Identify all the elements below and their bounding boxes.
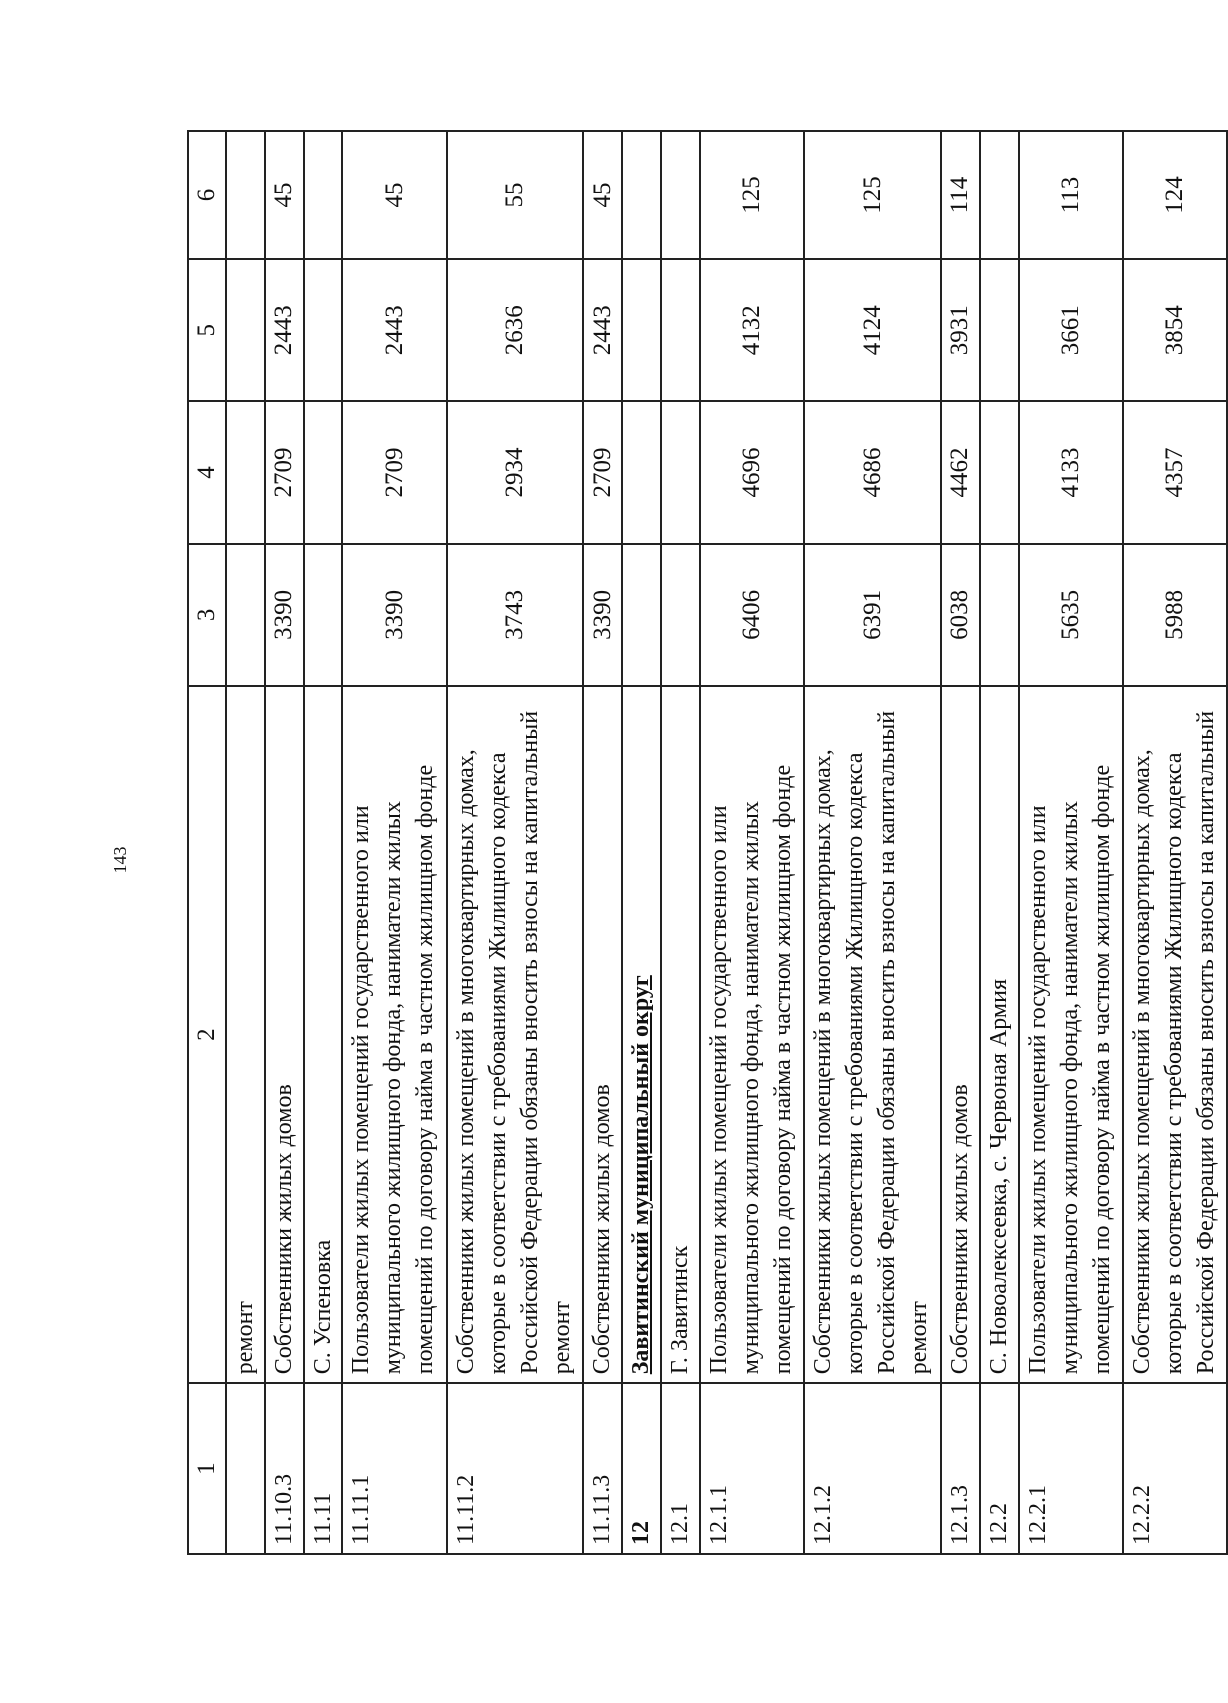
- row-value-col6: [622, 131, 661, 259]
- header-col-6: 6: [188, 131, 226, 259]
- row-value-col6: [304, 131, 343, 259]
- row-code: 11.11.1: [342, 1383, 446, 1554]
- row-value-col5: 2443: [265, 259, 304, 401]
- table-row: [622, 131, 661, 1554]
- table-row: [1123, 131, 1227, 1554]
- row-value-col3: [661, 544, 700, 686]
- row-value-col5: 3931: [941, 259, 980, 401]
- row-code: 11.10.3: [265, 1383, 304, 1554]
- row-value-col4: [304, 401, 343, 543]
- header-col-5: 5: [188, 259, 226, 401]
- table-row: [583, 131, 622, 1554]
- table-row: [265, 131, 304, 1554]
- row-value-col4: [980, 401, 1019, 543]
- row-value-col4: 4357: [1123, 401, 1227, 543]
- row-value-col3: [622, 544, 661, 686]
- row-value-col6: 113: [1019, 131, 1123, 259]
- row-value-col3: 6391: [804, 544, 941, 686]
- row-name: Собственники жилых домов: [941, 686, 980, 1383]
- table-row: [804, 131, 941, 1554]
- row-value-col3: [304, 544, 343, 686]
- row-value-col4: 4696: [700, 401, 804, 543]
- table-row: [661, 131, 700, 1554]
- row-value-col5: 2443: [342, 259, 446, 401]
- row-value-col4: [226, 401, 265, 543]
- row-value-col4: [622, 401, 661, 543]
- row-value-col4: 2709: [342, 401, 446, 543]
- row-value-col5: 3661: [1019, 259, 1123, 401]
- row-value-col5: [226, 259, 265, 401]
- header-col-2: 2: [188, 686, 226, 1383]
- row-name: ремонт: [226, 686, 265, 1383]
- row-value-col5: [622, 259, 661, 401]
- row-value-col3: 5635: [1019, 544, 1123, 686]
- row-name: Собственники жилых домов: [265, 686, 304, 1383]
- table-row: [342, 131, 446, 1554]
- row-code: 12.2.1: [1019, 1383, 1123, 1554]
- row-code: 12.1.3: [941, 1383, 980, 1554]
- header-col-4: 4: [188, 401, 226, 543]
- row-value-col4: 4462: [941, 401, 980, 543]
- row-code: 12.2.2: [1123, 1383, 1227, 1554]
- row-value-col3: 3743: [447, 544, 584, 686]
- header-col-1: 1: [188, 1383, 226, 1554]
- row-code: 12.1.1: [700, 1383, 804, 1554]
- row-value-col4: [661, 401, 700, 543]
- table-row: [980, 131, 1019, 1554]
- row-value-col6: 45: [265, 131, 304, 259]
- table-body: [226, 131, 1227, 1554]
- row-code: 12.1.2: [804, 1383, 941, 1554]
- row-name: Завитинский муниципальный округ: [622, 686, 661, 1383]
- row-value-col6: [980, 131, 1019, 259]
- row-name: Собственники жилых помещений в многоквартирных домах, которые в соответствии с требованиями Жилищного кодекса Российской Федерации обязаны вносить взносы на капитальный: [1123, 686, 1227, 1383]
- header-col-3: 3: [188, 544, 226, 686]
- row-value-col4: 2934: [447, 401, 584, 543]
- page-number: 143: [110, 846, 130, 874]
- row-code: 12: [622, 1383, 661, 1554]
- row-value-col5: 4132: [700, 259, 804, 401]
- row-code: 12.1: [661, 1383, 700, 1554]
- row-value-col6: 114: [941, 131, 980, 259]
- row-value-col6: 45: [342, 131, 446, 259]
- row-value-col3: 5988: [1123, 544, 1227, 686]
- row-code: [226, 1383, 265, 1554]
- row-value-col3: 6038: [941, 544, 980, 686]
- row-value-col5: 2636: [447, 259, 584, 401]
- table-row: [1019, 131, 1123, 1554]
- table-row: [304, 131, 343, 1554]
- row-name: Собственники жилых помещений в многоквартирных домах, которые в соответствии с требованиями Жилищного кодекса Российской Федерации обязаны вносить взносы на капитальный ремонт: [447, 686, 584, 1383]
- row-code: 11.11: [304, 1383, 343, 1554]
- row-value-col3: 6406: [700, 544, 804, 686]
- row-value-col4: 2709: [265, 401, 304, 543]
- row-name: С. Новоалексеевка, с. Червоная Армия: [980, 686, 1019, 1383]
- table-row: [447, 131, 584, 1554]
- row-value-col5: [661, 259, 700, 401]
- row-code: 11.11.2: [447, 1383, 584, 1554]
- table-row: [226, 131, 265, 1554]
- row-value-col6: [661, 131, 700, 259]
- row-value-col3: 3390: [583, 544, 622, 686]
- row-code: 11.11.3: [583, 1383, 622, 1554]
- row-value-col3: [226, 544, 265, 686]
- row-value-col4: 4133: [1019, 401, 1123, 543]
- row-value-col6: 55: [447, 131, 584, 259]
- row-value-col3: [980, 544, 1019, 686]
- row-code: 12.2: [980, 1383, 1019, 1554]
- row-value-col6: 125: [804, 131, 941, 259]
- row-value-col5: [980, 259, 1019, 401]
- row-name: Пользователи жилых помещений государственного или муниципального жилищного фонда, наниматели жилых помещений по договору найма в частном жилищном фонде: [700, 686, 804, 1383]
- row-value-col4: 4686: [804, 401, 941, 543]
- header-row: [188, 131, 226, 1554]
- row-value-col5: 4124: [804, 259, 941, 401]
- table-row: [941, 131, 980, 1554]
- row-value-col6: 125: [700, 131, 804, 259]
- row-value-col6: 45: [583, 131, 622, 259]
- tariff-table: [187, 130, 1228, 1555]
- rotated-table-sheet: [187, 130, 1228, 1555]
- row-name: Собственники жилых помещений в многоквартирных домах, которые в соответствии с требованиями Жилищного кодекса Российской Федерации обязаны вносить взносы на капитальный ремонт: [804, 686, 941, 1383]
- row-value-col5: 3854: [1123, 259, 1227, 401]
- row-name: Г. Завитинск: [661, 686, 700, 1383]
- row-name: Собственники жилых домов: [583, 686, 622, 1383]
- row-name: Пользователи жилых помещений государственного или муниципального жилищного фонда, наниматели жилых помещений по договору найма в частном жилищном фонде: [1019, 686, 1123, 1383]
- row-name: Пользователи жилых помещений государственного или муниципального жилищного фонда, наниматели жилых помещений по договору найма в частном жилищном фонде: [342, 686, 446, 1383]
- row-value-col6: 124: [1123, 131, 1227, 259]
- row-name: С. Успеновка: [304, 686, 343, 1383]
- row-value-col3: 3390: [342, 544, 446, 686]
- row-value-col5: [304, 259, 343, 401]
- row-value-col4: 2709: [583, 401, 622, 543]
- table-row: [700, 131, 804, 1554]
- row-value-col6: [226, 131, 265, 259]
- row-value-col3: 3390: [265, 544, 304, 686]
- row-value-col5: 2443: [583, 259, 622, 401]
